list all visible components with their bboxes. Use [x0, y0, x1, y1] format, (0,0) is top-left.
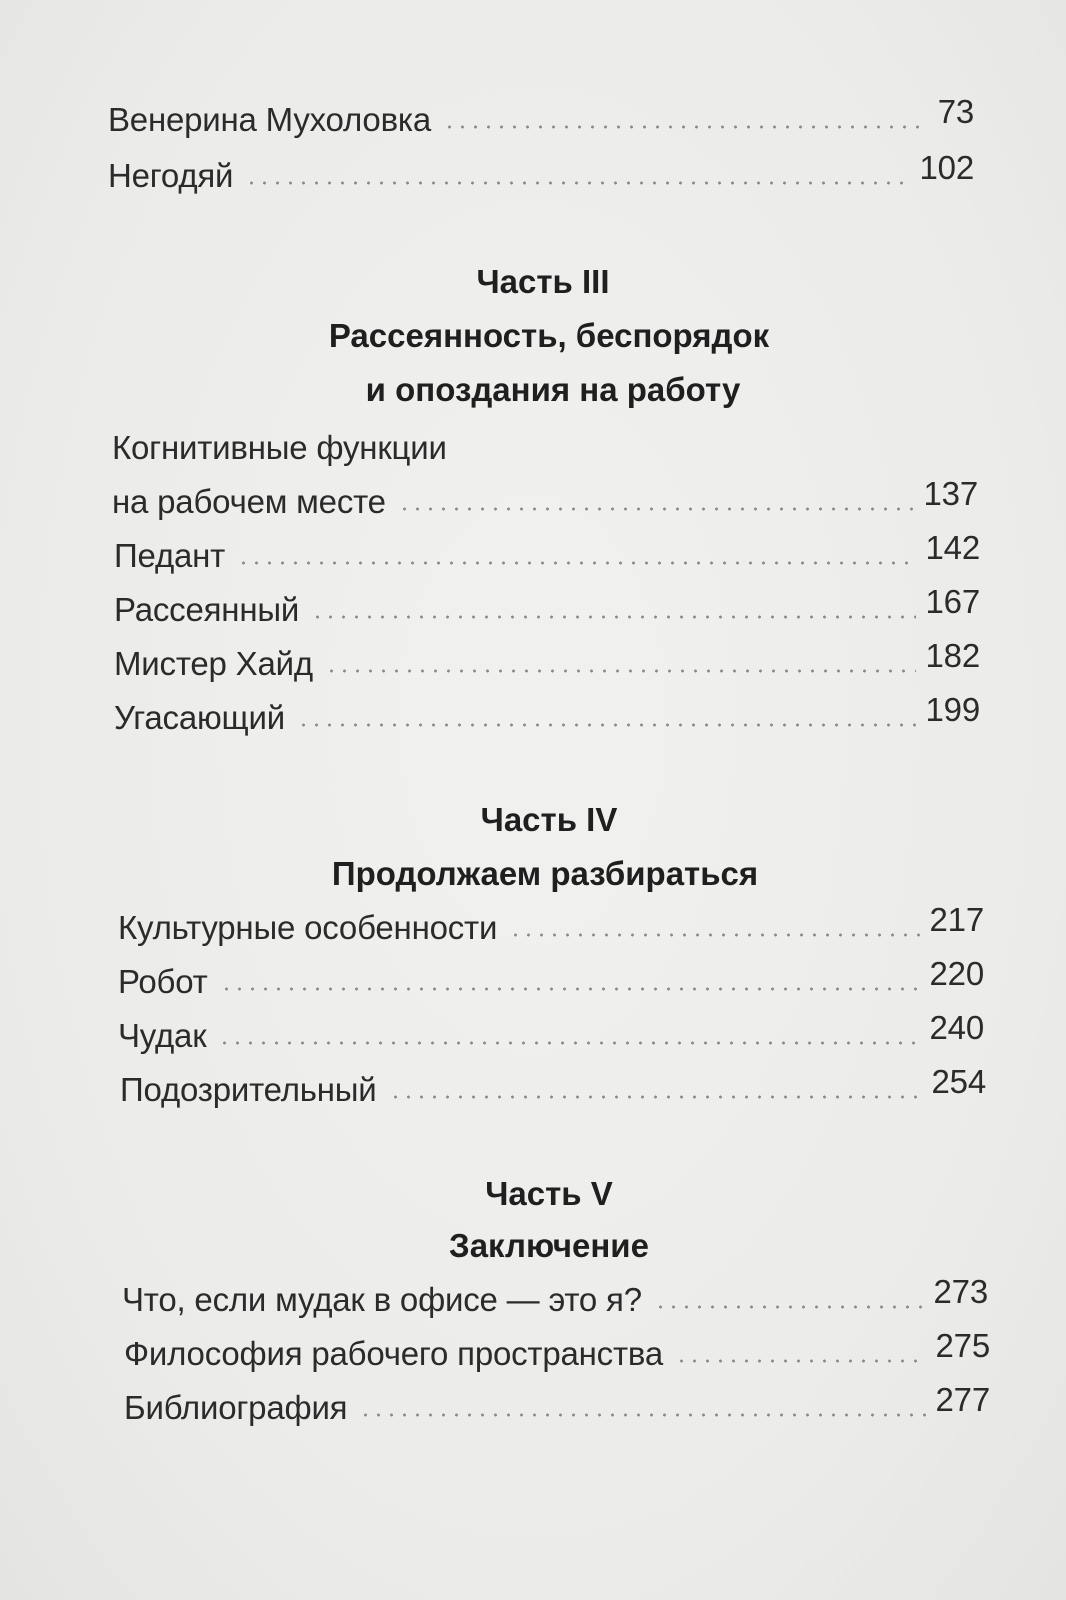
toc-entry [114, 583, 980, 630]
entry-title: Робот [118, 963, 208, 1000]
entry-title: Угасающий [114, 699, 285, 736]
entry-title: Когнитивные функции [112, 429, 447, 466]
part-label: Часть IV [480, 801, 618, 838]
entry-page: 275 [935, 1327, 990, 1364]
entry-title: Рассеянный [114, 591, 300, 628]
entry-page: 137 [923, 475, 978, 512]
entry-page: 273 [933, 1273, 988, 1310]
part-title: Заключение [449, 1227, 649, 1264]
dot-leader [359, 1412, 925, 1418]
dot-leader [220, 986, 920, 992]
toc-entry [118, 955, 984, 1002]
dot-leader [218, 1040, 919, 1046]
dot-leader [297, 722, 916, 728]
entry-title: Библиография [124, 1389, 348, 1426]
part-title: Рассеянность, беспорядок [328, 317, 770, 354]
toc-entry [114, 637, 980, 684]
entry-page: 142 [925, 529, 980, 566]
entry-title: Культурные особенности [118, 909, 498, 946]
entry-page: 73 [937, 93, 974, 130]
toc-entry [108, 149, 974, 196]
entry-page: 182 [925, 637, 980, 674]
toc-entry [122, 1273, 988, 1320]
entry-title: Венерина Мухоловка [108, 101, 432, 138]
toc-entry [124, 1381, 990, 1428]
dot-leader [237, 560, 915, 566]
dot-leader [654, 1304, 924, 1310]
part-title: и опоздания на работу [365, 371, 741, 408]
toc-entry [118, 901, 984, 948]
entry-title: Педант [114, 537, 226, 574]
entry-page: 167 [925, 583, 980, 620]
entry-page: 240 [929, 1009, 984, 1046]
toc-entry [108, 93, 974, 140]
entry-title: на рабочем месте [112, 483, 386, 520]
dot-leader [398, 506, 914, 512]
dot-leader [389, 1094, 922, 1100]
entry-page: 220 [929, 955, 984, 992]
dot-leader [443, 124, 928, 130]
dot-leader [245, 180, 909, 186]
toc-entry [114, 529, 980, 576]
dot-leader [325, 668, 916, 674]
dot-leader [675, 1358, 926, 1364]
dot-leader [311, 614, 915, 620]
entry-title: Что, если мудак в офисе — это я? [122, 1281, 642, 1318]
toc-entry [112, 475, 978, 522]
dot-leader [509, 932, 919, 938]
entry-title: Негодяй [108, 157, 234, 194]
entry-title: Чудак [118, 1017, 207, 1054]
toc-entry [118, 1009, 984, 1056]
toc-entry [124, 1327, 990, 1374]
toc-entry [120, 1063, 986, 1110]
entry-title: Подозрительный [120, 1071, 377, 1108]
part-label: Часть III [476, 263, 610, 300]
entry-page: 254 [931, 1063, 986, 1100]
part-label: Часть V [485, 1175, 613, 1212]
part-title: Продолжаем разбираться [331, 855, 759, 892]
entry-page: 102 [919, 149, 974, 186]
entry-page: 277 [935, 1381, 990, 1418]
entry-title: Философия рабочего пространства [124, 1335, 664, 1372]
entry-title: Мистер Хайд [114, 645, 313, 682]
toc-entry [114, 691, 980, 738]
entry-page: 217 [929, 901, 984, 938]
entry-page: 199 [925, 691, 980, 728]
